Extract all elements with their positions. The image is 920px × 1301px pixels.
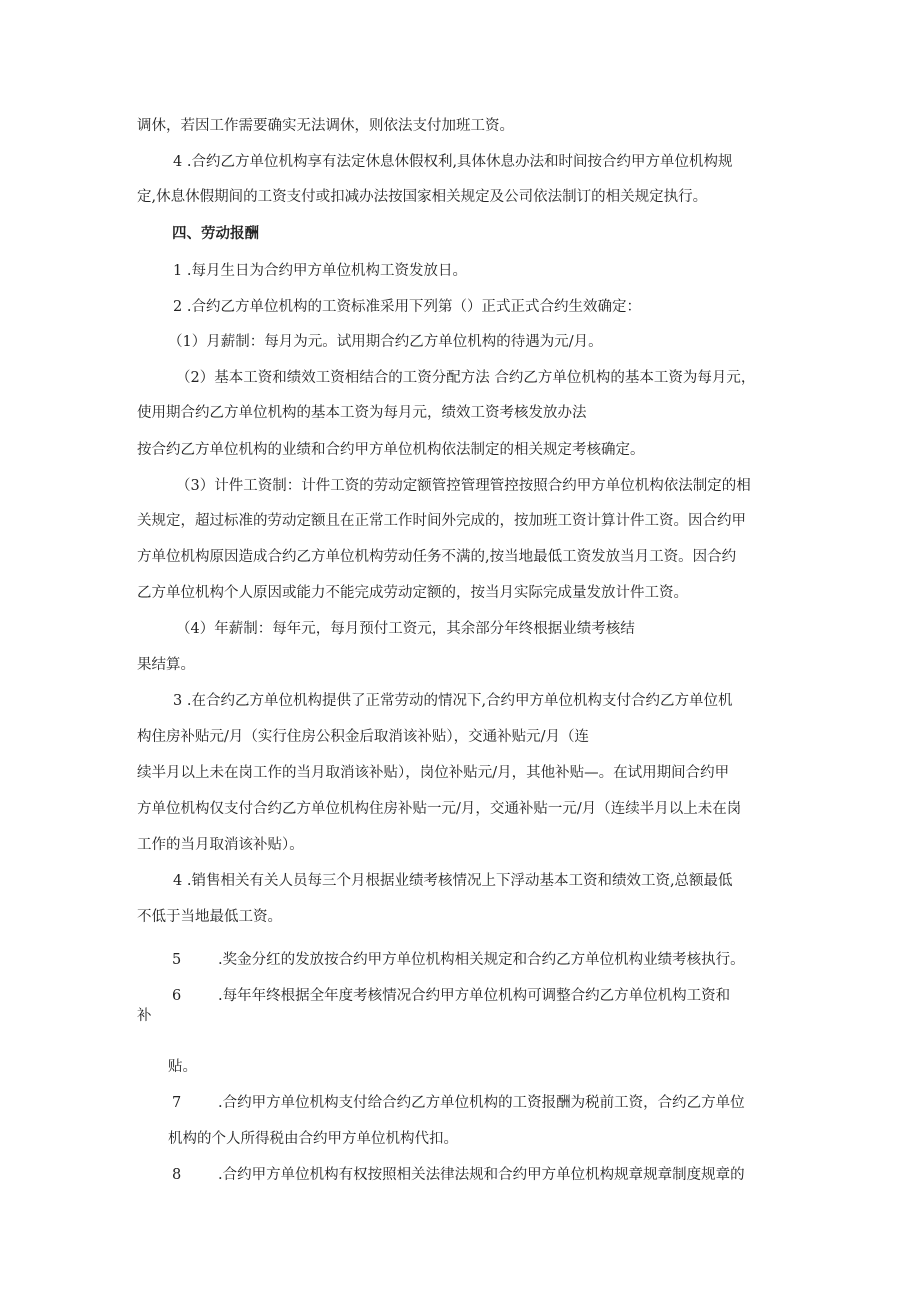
text-line: 机构的个人所得税由合约甲方单位机构代扣。 (168, 1131, 458, 1147)
item-number: 5 (172, 952, 182, 968)
text-line: 按合约乙方单位机构的业绩和合约甲方单位机构依法制定的相关规定考核确定。 (137, 442, 645, 458)
text-line: .合约甲方单位机构支付给合约乙方单位机构的工资报酬为税前工资，合约乙方单位 (218, 1095, 745, 1111)
text-line: .合约甲方单位机构有权按照相关法律法规和合约甲方单位机构规章规章制度规章的 (218, 1167, 745, 1183)
text-line: 4 .合约乙方单位机构享有法定休息休假权利,具体休息办法和时间按合约甲方单位机构规 (173, 154, 733, 170)
text-line: 果结算。 (137, 657, 195, 673)
text-line: 定,休息休假期间的工资支付或扣减办法按国家相关规定及公司依法制订的相关规定执行。 (137, 189, 708, 205)
text-line: 方单位机构仅支付合约乙方单位机构住房补贴一元/月，交通补贴一元/月（连续半月以上未在岗 (137, 801, 742, 817)
item-number: 7 (172, 1095, 182, 1111)
text-line: 调休，若因工作需要确实无法调休，则依法支付加班工资。 (137, 118, 514, 134)
text-line: （1）月薪制：每月为元。试用期合约乙方单位机构的待遇为元/月。 (168, 334, 603, 350)
item-number: 6 (172, 988, 182, 1004)
text-line: 2 .合约乙方单位机构的工资标准采用下列第（）正式正式合约生效确定： (173, 299, 641, 315)
text-line: 工作的当月取消该补贴）。 (137, 837, 304, 853)
text-line: 3 .在合约乙方单位机构提供了正常劳动的情况下,合约甲方单位机构支付合约乙方单位机 (173, 693, 733, 709)
text-line: 4 .销售相关有关人员每三个月根据业绩考核情况上下浮动基本工资和绩效工资,总额最低 (173, 873, 733, 889)
text-line: 贴。 (168, 1059, 197, 1075)
text-line: 使用期合约乙方单位机构的基本工资为每月元，绩效工资考核发放办法 (137, 405, 587, 421)
text-line: 关规定，超过标准的劳动定额且在正常工作时间外完成的，按加班工资计算计件工资。因合约甲 (137, 513, 746, 529)
text-line: .每年年终根据全年度考核情况合约甲方单位机构可调整合约乙方单位机构工资和 (218, 988, 731, 1004)
text-line: .奖金分红的发放按合约甲方单位机构相关规定和合约乙方单位机构业绩考核执行。 (218, 952, 745, 968)
item-number: 8 (172, 1167, 182, 1183)
text-line: 补 (137, 1008, 152, 1024)
text-line: 1 .每月生日为合约甲方单位机构工资发放日。 (173, 263, 467, 279)
text-line: （4）年薪制：每年元，每月预付工资元，其余部分年终根据业绩考核结 (176, 621, 635, 637)
text-line: 乙方单位机构个人原因或能力不能完成劳动定额的，按当月实际完成量发放计件工资。 (137, 585, 688, 601)
text-line: 构住房补贴元/月（实行住房公积金后取消该补贴），交通补贴元/月（连 (137, 729, 590, 745)
section-heading: 四、劳动报酬 (172, 226, 259, 242)
text-line: （3）计件工资制：计件工资的劳动定额管控管理管控按照合约甲方单位机构依法制定的相 (176, 478, 751, 494)
text-line: 方单位机构原因造成合约乙方单位机构劳动任务不满的,按当地最低工资发放当月工资。因合约 (137, 549, 737, 565)
text-line: （2）基本工资和绩效工资相结合的工资分配方法 合约乙方单位机构的基本工资为每月元， (176, 370, 756, 386)
text-line: 不低于当地最低工资。 (137, 909, 282, 925)
text-line: 续半月以上未在岗工作的当月取消该补贴），岗位补贴元/月，其他补贴—。在试用期间合约甲 (137, 765, 730, 781)
